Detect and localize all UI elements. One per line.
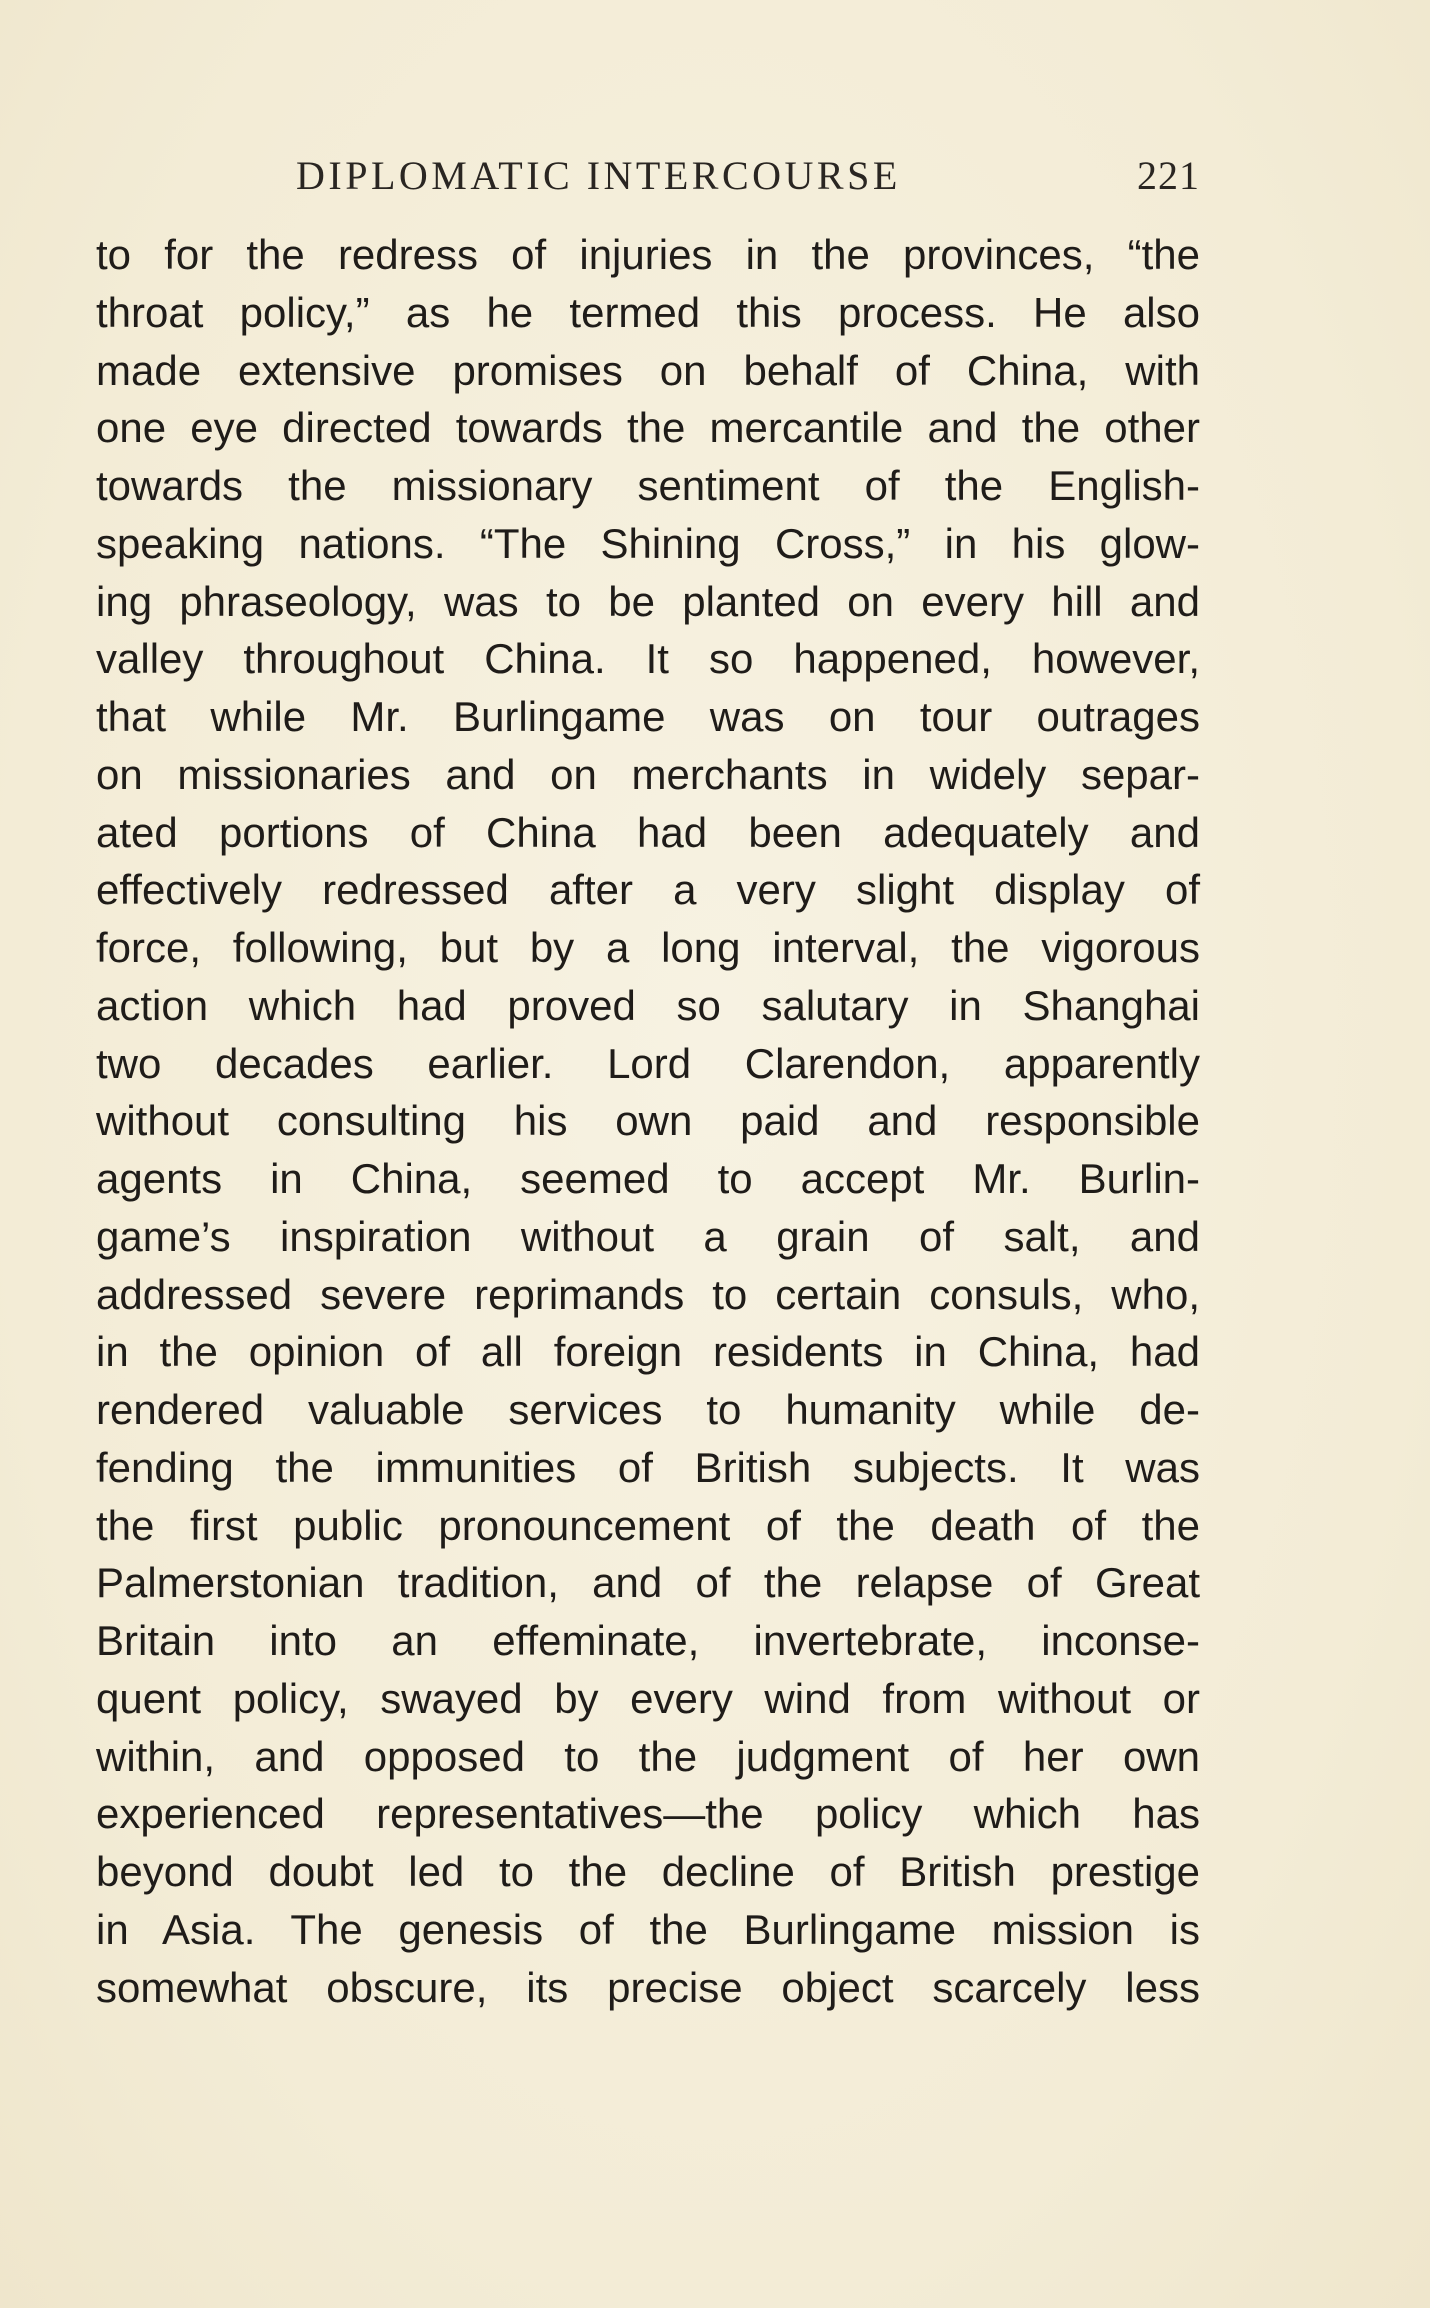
text-line: towards the missionary sentiment of the English- <box>96 462 1200 509</box>
running-title: DIPLOMATIC INTERCOURSE <box>296 153 901 198</box>
text-line: valley throughout China. It so happened, however, <box>96 635 1200 683</box>
text-line: rendered valuable services to humanity while de- <box>96 1386 1200 1433</box>
text-line: two decades earlier. Lord Clarendon, apparently <box>96 1039 1200 1087</box>
text-line: to for the redress of injuries in the provinces, “the <box>96 231 1200 278</box>
text-line: on missionaries and on merchants in widely separ- <box>96 750 1200 798</box>
text-line: force, following, but by a long interval, the vigorous <box>96 924 1200 971</box>
text-line: game’s inspiration without a grain of salt, and <box>96 1212 1200 1260</box>
text-line: made extensive promises on behalf of China, with <box>96 346 1200 394</box>
page-number: 221 <box>1137 153 1200 198</box>
text-line: the first public pronouncement of the death of the <box>96 1501 1200 1549</box>
text-line: fending the immunities of British subjects. It was <box>96 1443 1200 1491</box>
text-line: quent policy, swayed by every wind from without or <box>96 1674 1200 1722</box>
running-head <box>96 150 1200 202</box>
text-line: effectively redressed after a very slight display of <box>96 866 1200 914</box>
text-line: experienced representatives—the policy which has <box>96 1790 1200 1838</box>
text-line: addressed severe reprimands to certain consuls, who, <box>96 1270 1200 1318</box>
text-line: that while Mr. Burlingame was on tour outrages <box>96 693 1200 740</box>
text-line: somewhat obscure, its precise object scarcely less <box>96 1963 1200 2011</box>
text-line: Palmerstonian tradition, and of the relapse of Great <box>96 1559 1200 1607</box>
body-text <box>96 226 1200 2016</box>
text-line: agents in China, seemed to accept Mr. Burlin- <box>96 1155 1200 1202</box>
text-line: within, and opposed to the judgment of her own <box>96 1732 1200 1780</box>
text-line: in the opinion of all foreign residents in China, had <box>96 1328 1200 1376</box>
text-line: beyond doubt led to the decline of British prestige <box>96 1848 1200 1895</box>
text-line: without consulting his own paid and responsible <box>96 1097 1200 1145</box>
text-line: one eye directed towards the mercantile and the other <box>96 404 1200 452</box>
text-line: ing phraseology, was to be planted on every hill and <box>96 577 1200 625</box>
text-line: throat policy,” as he termed this process. He also <box>96 288 1200 336</box>
text-line: action which had proved so salutary in Shanghai <box>96 981 1200 1029</box>
text-line: Britain into an effeminate, invertebrate, inconse- <box>96 1617 1200 1664</box>
text-line: speaking nations. “The Shining Cross,” in his glow- <box>96 519 1200 567</box>
text-line: ated portions of China had been adequately and <box>96 808 1200 856</box>
text-line: in Asia. The genesis of the Burlingame mission is <box>96 1905 1200 1953</box>
